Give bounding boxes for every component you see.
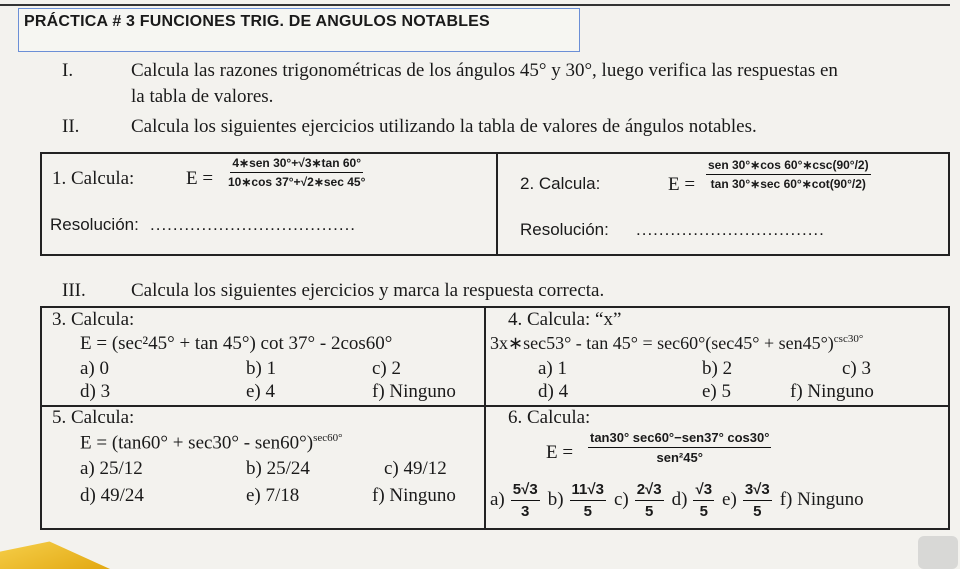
exercise-box-divider xyxy=(496,152,498,256)
p6-lhs: E = xyxy=(546,442,574,463)
problem-box-vdivider xyxy=(484,306,486,530)
ex1-fraction xyxy=(226,156,367,189)
p6-option-e-letter: e) xyxy=(722,489,737,510)
p6-option-c-fraction xyxy=(635,481,664,520)
p3-option-d: d) 3 xyxy=(80,381,111,402)
ex2-resolution-label: Resolución: xyxy=(520,220,609,239)
ex2-label: 2. Calcula: xyxy=(520,174,601,193)
p6-option-c-num: 2√3 xyxy=(635,481,664,501)
page-title: PRÁCTICA # 3 FUNCIONES TRIG. DE ANGULOS NOTABLES xyxy=(24,13,490,30)
p3-option-e: e) 4 xyxy=(246,381,276,402)
p6-option-e-num: 3√3 xyxy=(743,481,772,501)
p4-expression xyxy=(490,333,863,354)
p6-option-a-den: 3 xyxy=(521,502,530,520)
p5-option-b: b) 25/24 xyxy=(246,458,310,479)
p6-option-a-letter: a) xyxy=(490,489,505,510)
p4-option-c: c) 3 xyxy=(842,358,872,379)
p6-option-d-letter: d) xyxy=(671,489,688,510)
p5-option-a: a) 25/12 xyxy=(80,458,143,479)
p5-option-d: d) 49/24 xyxy=(80,485,144,506)
p3-option-a: a) 0 xyxy=(80,358,110,379)
ex2-resolution-line: ................................. xyxy=(636,220,825,239)
p3-expression: E = (sec²45° + tan 45°) cot 37° - 2cos60° xyxy=(80,333,393,354)
section3-numeral: III. xyxy=(62,280,86,301)
p3-option-f: f) Ninguno xyxy=(372,381,456,402)
p6-option-b-den: 5 xyxy=(583,502,592,520)
p4-expression-text: 3x∗sec53° - tan 45° = sec60°(sec45° + sen45°) xyxy=(490,333,834,353)
ex2-fraction xyxy=(706,158,871,191)
p4-option-a: a) 1 xyxy=(538,358,568,379)
p5-exponent: sec60° xyxy=(313,432,343,444)
ex1-label: 1. Calcula: xyxy=(52,168,135,189)
p5-option-e: e) 7/18 xyxy=(246,485,300,506)
section3-line1: Calcula los siguientes ejercicios y marca la respuesta correcta. xyxy=(131,280,605,301)
p6-denominator: sen²45° xyxy=(656,450,703,465)
section1-numeral: I. xyxy=(62,60,74,81)
ex1-lhs: E = xyxy=(186,168,214,189)
problem-box-hdivider xyxy=(40,405,950,407)
p6-option-b-num: 11√3 xyxy=(570,481,606,501)
p6-option-b-fraction xyxy=(570,481,606,520)
p5-option-f: f) Ninguno xyxy=(372,485,456,506)
p6-label: 6. Calcula: xyxy=(508,407,591,428)
section2-line1: Calcula los siguientes ejercicios utilizando la tabla de valores de ángulos notables. xyxy=(131,116,757,137)
p6-options xyxy=(490,474,950,526)
p6-option-c-letter: c) xyxy=(613,489,629,510)
ex2-denominator: tan 30°∗sec 60°∗cot(90°/2) xyxy=(710,177,866,191)
ex1-denominator: 10∗cos 37°+√2∗sec 45° xyxy=(228,175,366,189)
p4-option-b: b) 2 xyxy=(702,358,733,379)
p6-option-d-num: √3 xyxy=(693,481,714,501)
ex2-numerator: sen 30°∗cos 60°∗csc(90°/2) xyxy=(706,158,871,175)
top-rule xyxy=(0,4,950,6)
p4-option-d: d) 4 xyxy=(538,381,569,402)
p4-option-f: f) Ninguno xyxy=(790,381,874,402)
section1-line2: la tabla de valores. xyxy=(131,86,274,107)
ex2-lhs: E = xyxy=(668,174,696,195)
p5-expression xyxy=(80,432,343,454)
p6-option-e-den: 5 xyxy=(753,502,762,520)
p4-option-e: e) 5 xyxy=(702,381,732,402)
p6-option-a-fraction xyxy=(511,481,540,520)
p6-numerator: tan30° sec60°−sen37° cos30° xyxy=(588,430,771,448)
p5-expression-text: E = (tan60° + sec30° - sen60°) xyxy=(80,432,314,454)
p3-option-b: b) 1 xyxy=(246,358,277,379)
p6-option-d-fraction xyxy=(693,481,714,520)
p6-option-f: f) Ninguno xyxy=(779,489,864,510)
section1-line1: Calcula las razones trigonométricas de los ángulos 45° y 30°, luego verifica las respuestas en xyxy=(131,60,838,81)
p5-label: 5. Calcula: xyxy=(52,407,135,428)
p6-option-b-letter: b) xyxy=(547,489,564,510)
p4-exponent: csc30° xyxy=(833,333,864,345)
p5-option-c: c) 49/12 xyxy=(384,458,447,479)
p6-option-c-den: 5 xyxy=(645,502,654,520)
yellow-corner-decoration xyxy=(0,540,110,569)
p6-option-a-num: 5√3 xyxy=(511,481,540,501)
section2-numeral: II. xyxy=(62,116,80,137)
p3-option-c: c) 2 xyxy=(372,358,402,379)
p6-option-e-fraction xyxy=(743,481,772,520)
ex1-numerator: 4∗sen 30°+√3∗tan 60° xyxy=(230,156,363,173)
ex1-resolution-label: Resolución: xyxy=(50,215,139,234)
p6-option-d-den: 5 xyxy=(699,502,708,520)
ex1-resolution-line: .................................... xyxy=(150,215,357,234)
p3-label: 3. Calcula: xyxy=(52,309,135,330)
corner-overlay xyxy=(918,536,958,569)
p4-label: 4. Calcula: “x” xyxy=(508,309,622,330)
p6-fraction xyxy=(588,430,771,465)
